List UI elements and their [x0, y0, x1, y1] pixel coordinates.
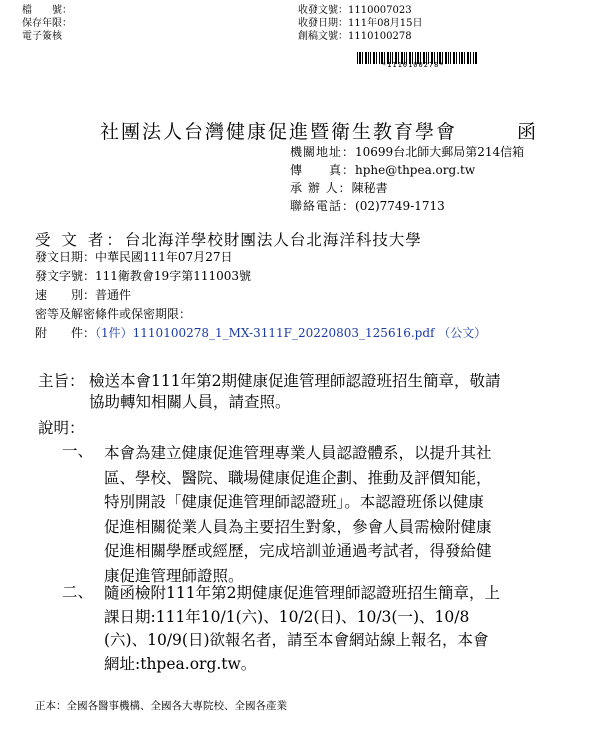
recipient-label: 受 文 者： [35, 231, 125, 249]
explanation-line: 隨函檢附111年第2期健康促進管理師認證班招生簡章，上 [104, 584, 500, 602]
cc-value: 全國各醫事機構、全國各大專院校、全國各產業 [66, 700, 287, 712]
header-right [298, 5, 423, 44]
explanation-line: 促進相關學歷或經歷，完成培訓並通過考試者，得發給健 [104, 542, 492, 560]
explanation-line: 課日期:111年10/1(六)、10/2(日)、10/3(一)、10/8 [104, 607, 470, 626]
contact-fax-value: hphe@thpea.org.tw [355, 163, 476, 177]
contact-fax-label: 傳 真： [290, 163, 356, 177]
explanation-item-2-marker: 二、 [62, 583, 94, 601]
contact-handler-value: 陳秘書 [351, 181, 388, 195]
subject [38, 371, 85, 392]
explanation-line: 促進相關從業人員為主要招生對象，參會人員需檢附健康 [104, 517, 492, 536]
receipt-date-field [298, 18, 423, 31]
retention-label: 保存年限： [22, 18, 72, 29]
receipt-date-label: 收發日期： [298, 18, 348, 29]
issue-date-field [35, 250, 486, 269]
e-signature-field [22, 31, 72, 44]
barcode-text: *1110100278* [382, 61, 445, 69]
cc-label: 正本： [35, 700, 67, 712]
contact-phone [290, 199, 524, 217]
recipient [35, 228, 422, 250]
attachment-field [35, 326, 486, 345]
classification-label: 密等及解密條件或保密期限： [35, 307, 192, 321]
contact-phone-value: (02)7749-1713 [355, 199, 445, 213]
contact-handler-label: 承 辦 人： [290, 181, 352, 195]
file-number-field [22, 5, 72, 18]
cc-field [35, 698, 287, 713]
explanation-line: 康促進管理師證照。 [104, 566, 244, 585]
contact-address-label: 機關地址： [290, 145, 356, 159]
draft-number-label: 創稿文號： [298, 31, 348, 42]
explanation-line: 特別開設「健康促進管理師認證班」。本認證班係以健康 [104, 493, 484, 511]
issue-number-field [35, 269, 486, 288]
draft-number-field [298, 31, 423, 44]
issuing-org: 社團法人台灣健康促進暨衛生教育學會 [100, 121, 458, 143]
document-type: 函 [517, 121, 539, 143]
contact-address-value: 10699台北師大郵局第214信箱 [355, 145, 525, 159]
e-signature-label: 電子簽核 [22, 31, 62, 42]
contact-fax [290, 163, 524, 181]
explanation-item-1 [104, 441, 492, 588]
subject-label: 主旨： [38, 372, 85, 390]
explanation-item-1-marker: 一、 [62, 442, 94, 460]
explanation-line: 區、學校、醫院、職場健康促進企劃、推動及評價知能， [104, 468, 492, 487]
receipt-number-field [298, 5, 423, 18]
priority-field [35, 288, 486, 307]
draft-number-value: 1110100278 [348, 31, 412, 42]
issue-number-value: 111衛教會19字第111003號 [95, 269, 251, 283]
attachment-label: 附 件： [35, 326, 96, 340]
receipt-number-label: 收發文號： [298, 5, 348, 16]
issue-number-label: 發文字號： [35, 269, 96, 283]
file-number-label: 檔 號： [22, 5, 72, 16]
contact-phone-label: 聯絡電話： [290, 199, 356, 213]
receipt-date-value: 111年08月15日 [348, 18, 423, 29]
explanation-line: 網址:thpea.org.tw。 [104, 654, 257, 673]
issue-date-value: 中華民國111年07月27日 [95, 250, 233, 264]
explanation-item-2 [104, 582, 500, 676]
explanation-label: 說明： [38, 419, 85, 437]
priority-label: 速 別： [35, 288, 96, 302]
retention-field [22, 18, 72, 31]
page-title [100, 117, 457, 144]
explanation-line: (六)、10/9(日)欲報名者，請至本會網站線上報名，本會 [104, 631, 489, 649]
issue-date-label: 發文日期： [35, 250, 96, 264]
classification-field [35, 307, 486, 326]
doc-fields [35, 250, 486, 345]
subject-line: 協助轉知相關人員，請查照。 [89, 393, 291, 411]
subject-text [89, 371, 500, 413]
recipient-value: 台北海洋學校財團法人台北海洋科技大學 [124, 231, 422, 249]
contact-address [290, 145, 524, 163]
receipt-number-value: 1110007023 [348, 5, 412, 16]
attachment-link[interactable]: （1件）1110100278_1_MX-3111F_20220803_125616.pdf （公文） [95, 326, 487, 340]
explanation-line: 本會為建立健康促進管理專業人員認證體系，以提升其社 [104, 444, 492, 462]
header-left [22, 5, 72, 44]
contact-block [290, 145, 524, 217]
contact-handler [290, 181, 524, 199]
subject-line: 檢送本會111年第2期健康促進管理師認證班招生簡章，敬請 [89, 372, 501, 390]
priority-value: 普通件 [95, 288, 132, 302]
